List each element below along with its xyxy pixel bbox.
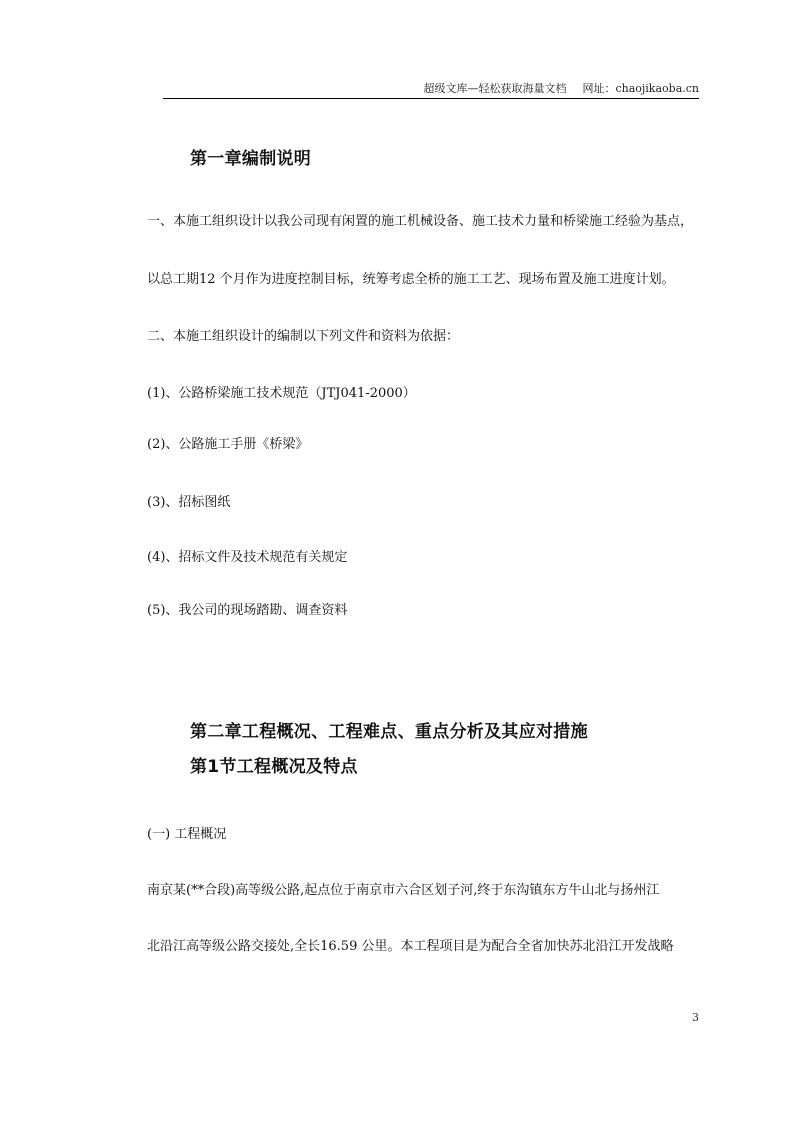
chapter-1-title: 第一章编制说明: [190, 149, 312, 169]
reference-item-4: (4)、招标文件及技术规范有关规定: [147, 550, 348, 565]
reference-item-3: (3)、招标图纸: [147, 495, 231, 510]
chapter-1-paragraph-1: 一、本施工组织设计以我公司现有闲置的施工机械设备、施工技术力量和桥梁施工经验为基点，: [147, 214, 694, 229]
chapter-2-title: 第二章工程概况、工程难点、重点分析及其应对措施: [190, 722, 588, 742]
chapter-1-paragraph-2: 以总工期12 个月作为进度控制目标，统筹考虑全桥的施工工艺、现场布置及施工进度计划。: [147, 272, 675, 287]
chapter-2-paragraph-1: 南京某(**合段)高等级公路,起点位于南京市六合区划子河,终于东沟镇东方牛山北与扬州江: [147, 883, 660, 898]
page-header: [163, 78, 699, 99]
page-header-text: [423, 80, 699, 96]
subsection-title: (一) 工程概况: [147, 827, 227, 842]
reference-item-1: (1)、公路桥梁施工技术规范（JTJ041-2000）: [147, 386, 416, 401]
page-number: 3: [692, 1011, 699, 1024]
header-url: 网址：chaojikaoba.cn: [582, 82, 699, 95]
reference-item-2: (2)、公路施工手册《桥梁》: [147, 437, 309, 452]
header-site-name: 超级文库—轻松获取海量文档: [423, 82, 567, 95]
reference-item-5: (5)、我公司的现场踏勘、调查资料: [147, 603, 348, 618]
section-1-title: 第1节工程概况及特点: [190, 757, 358, 777]
chapter-1-paragraph-3: 二、本施工组织设计的编制以下列文件和资料为依据：: [147, 329, 460, 344]
chapter-2-paragraph-2: 北沿江高等级公路交接处,全长16.59 公里。本工程项目是为配合全省加快苏北沿江开发战略: [147, 939, 674, 954]
